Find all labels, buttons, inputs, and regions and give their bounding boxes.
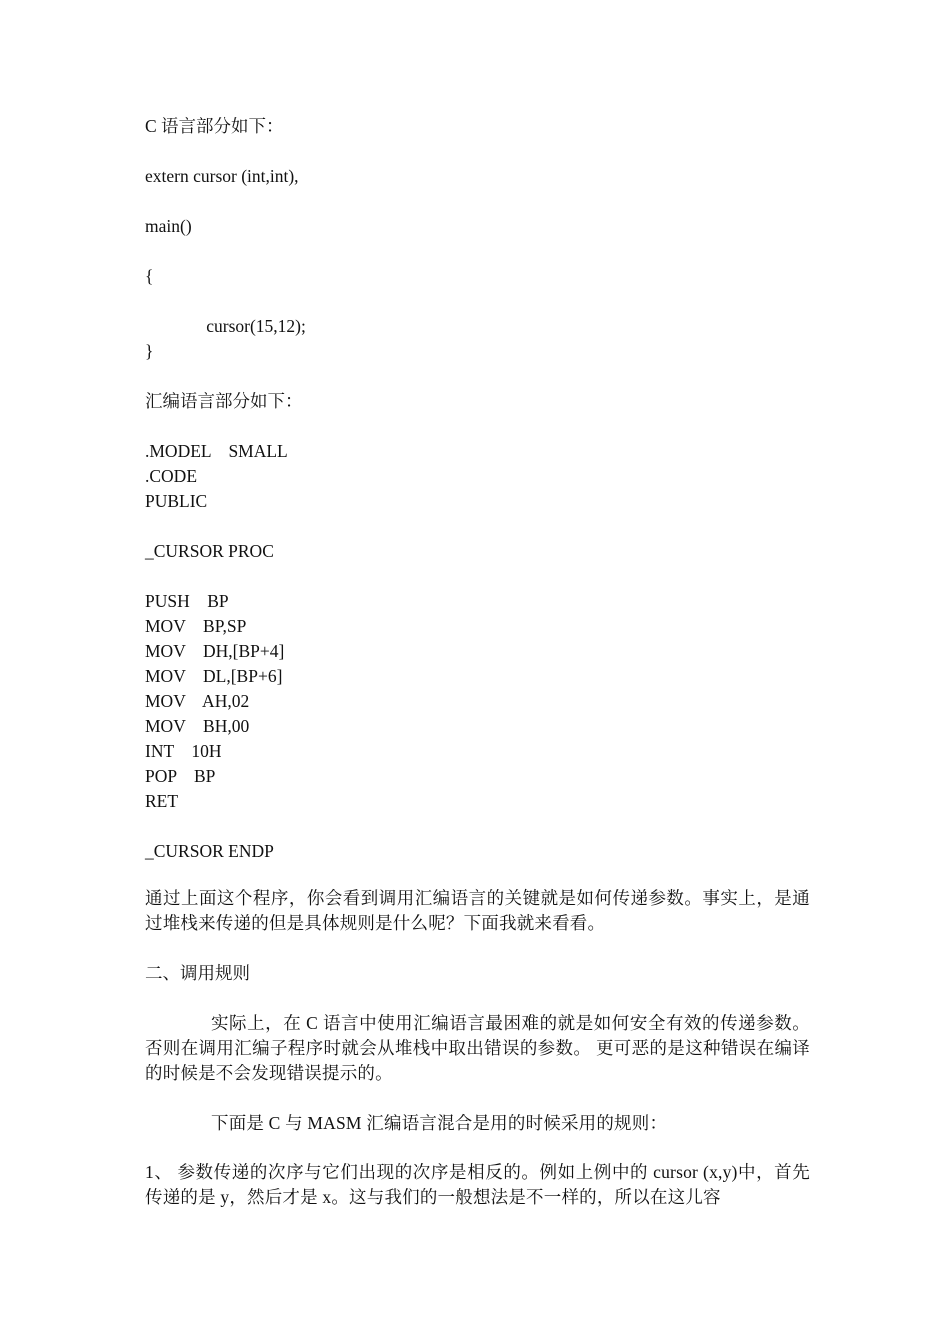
asm-code-line: MOV DL,[BP+6] <box>145 666 283 686</box>
body-paragraph: 实际上，在 C 语言中使用汇编语言最困难的就是如何安全有效的传递参数。否则在调用汇编子程序时就会从堆栈中取出错误的参数。 更可恶的是这种错误在编译的时候是不会发现错误提示的。 <box>145 1013 810 1083</box>
body-paragraph: 下面是 C 与 MASM 汇编语言混合是用的时候采用的规则： <box>211 1113 668 1133</box>
body-paragraph: 通过上面这个程序，你会看到调用汇编语言的关键就是如何传递参数。事实上，是通过堆栈来传递的但是具体规则是什么呢？下面我就来看看。 <box>145 888 810 933</box>
asm-code-line: _CURSOR PROC <box>145 541 274 561</box>
c-section-heading: C 语言部分如下： <box>145 116 284 136</box>
c-code-line: extern cursor (int,int), <box>145 166 299 186</box>
asm-section-heading: 汇编语言部分如下： <box>145 391 303 411</box>
c-code-line: main() <box>145 216 192 236</box>
asm-code-line: MOV BP,SP <box>145 616 247 636</box>
numbered-paragraph: 1、 参数传递的次序与它们出现的次序是相反的。例如上例中的 cursor (x,y)中，首先传递的是 y，然后才是 x。这与我们的一般想法是不一样的，所以在这儿容 <box>145 1162 810 1207</box>
c-code-line: { <box>145 266 154 286</box>
asm-code-line: INT 10H <box>145 741 222 761</box>
asm-code-line: _CURSOR ENDP <box>145 841 274 861</box>
asm-code-line: MOV BH,00 <box>145 716 250 736</box>
asm-code-line: .MODEL SMALL <box>145 441 288 461</box>
asm-code-line: POP BP <box>145 766 216 786</box>
asm-code-line: RET <box>145 791 179 811</box>
c-code-line: cursor(15,12); <box>145 316 306 336</box>
asm-code-line: PUBLIC <box>145 491 208 511</box>
asm-code-line: .CODE <box>145 466 198 486</box>
asm-code-line: MOV DH,[BP+4] <box>145 641 285 661</box>
section-title: 二、调用规则 <box>145 963 250 983</box>
c-code-line: } <box>145 341 154 361</box>
asm-code-line: PUSH BP <box>145 591 229 611</box>
asm-code-line: MOV AH,02 <box>145 691 250 711</box>
